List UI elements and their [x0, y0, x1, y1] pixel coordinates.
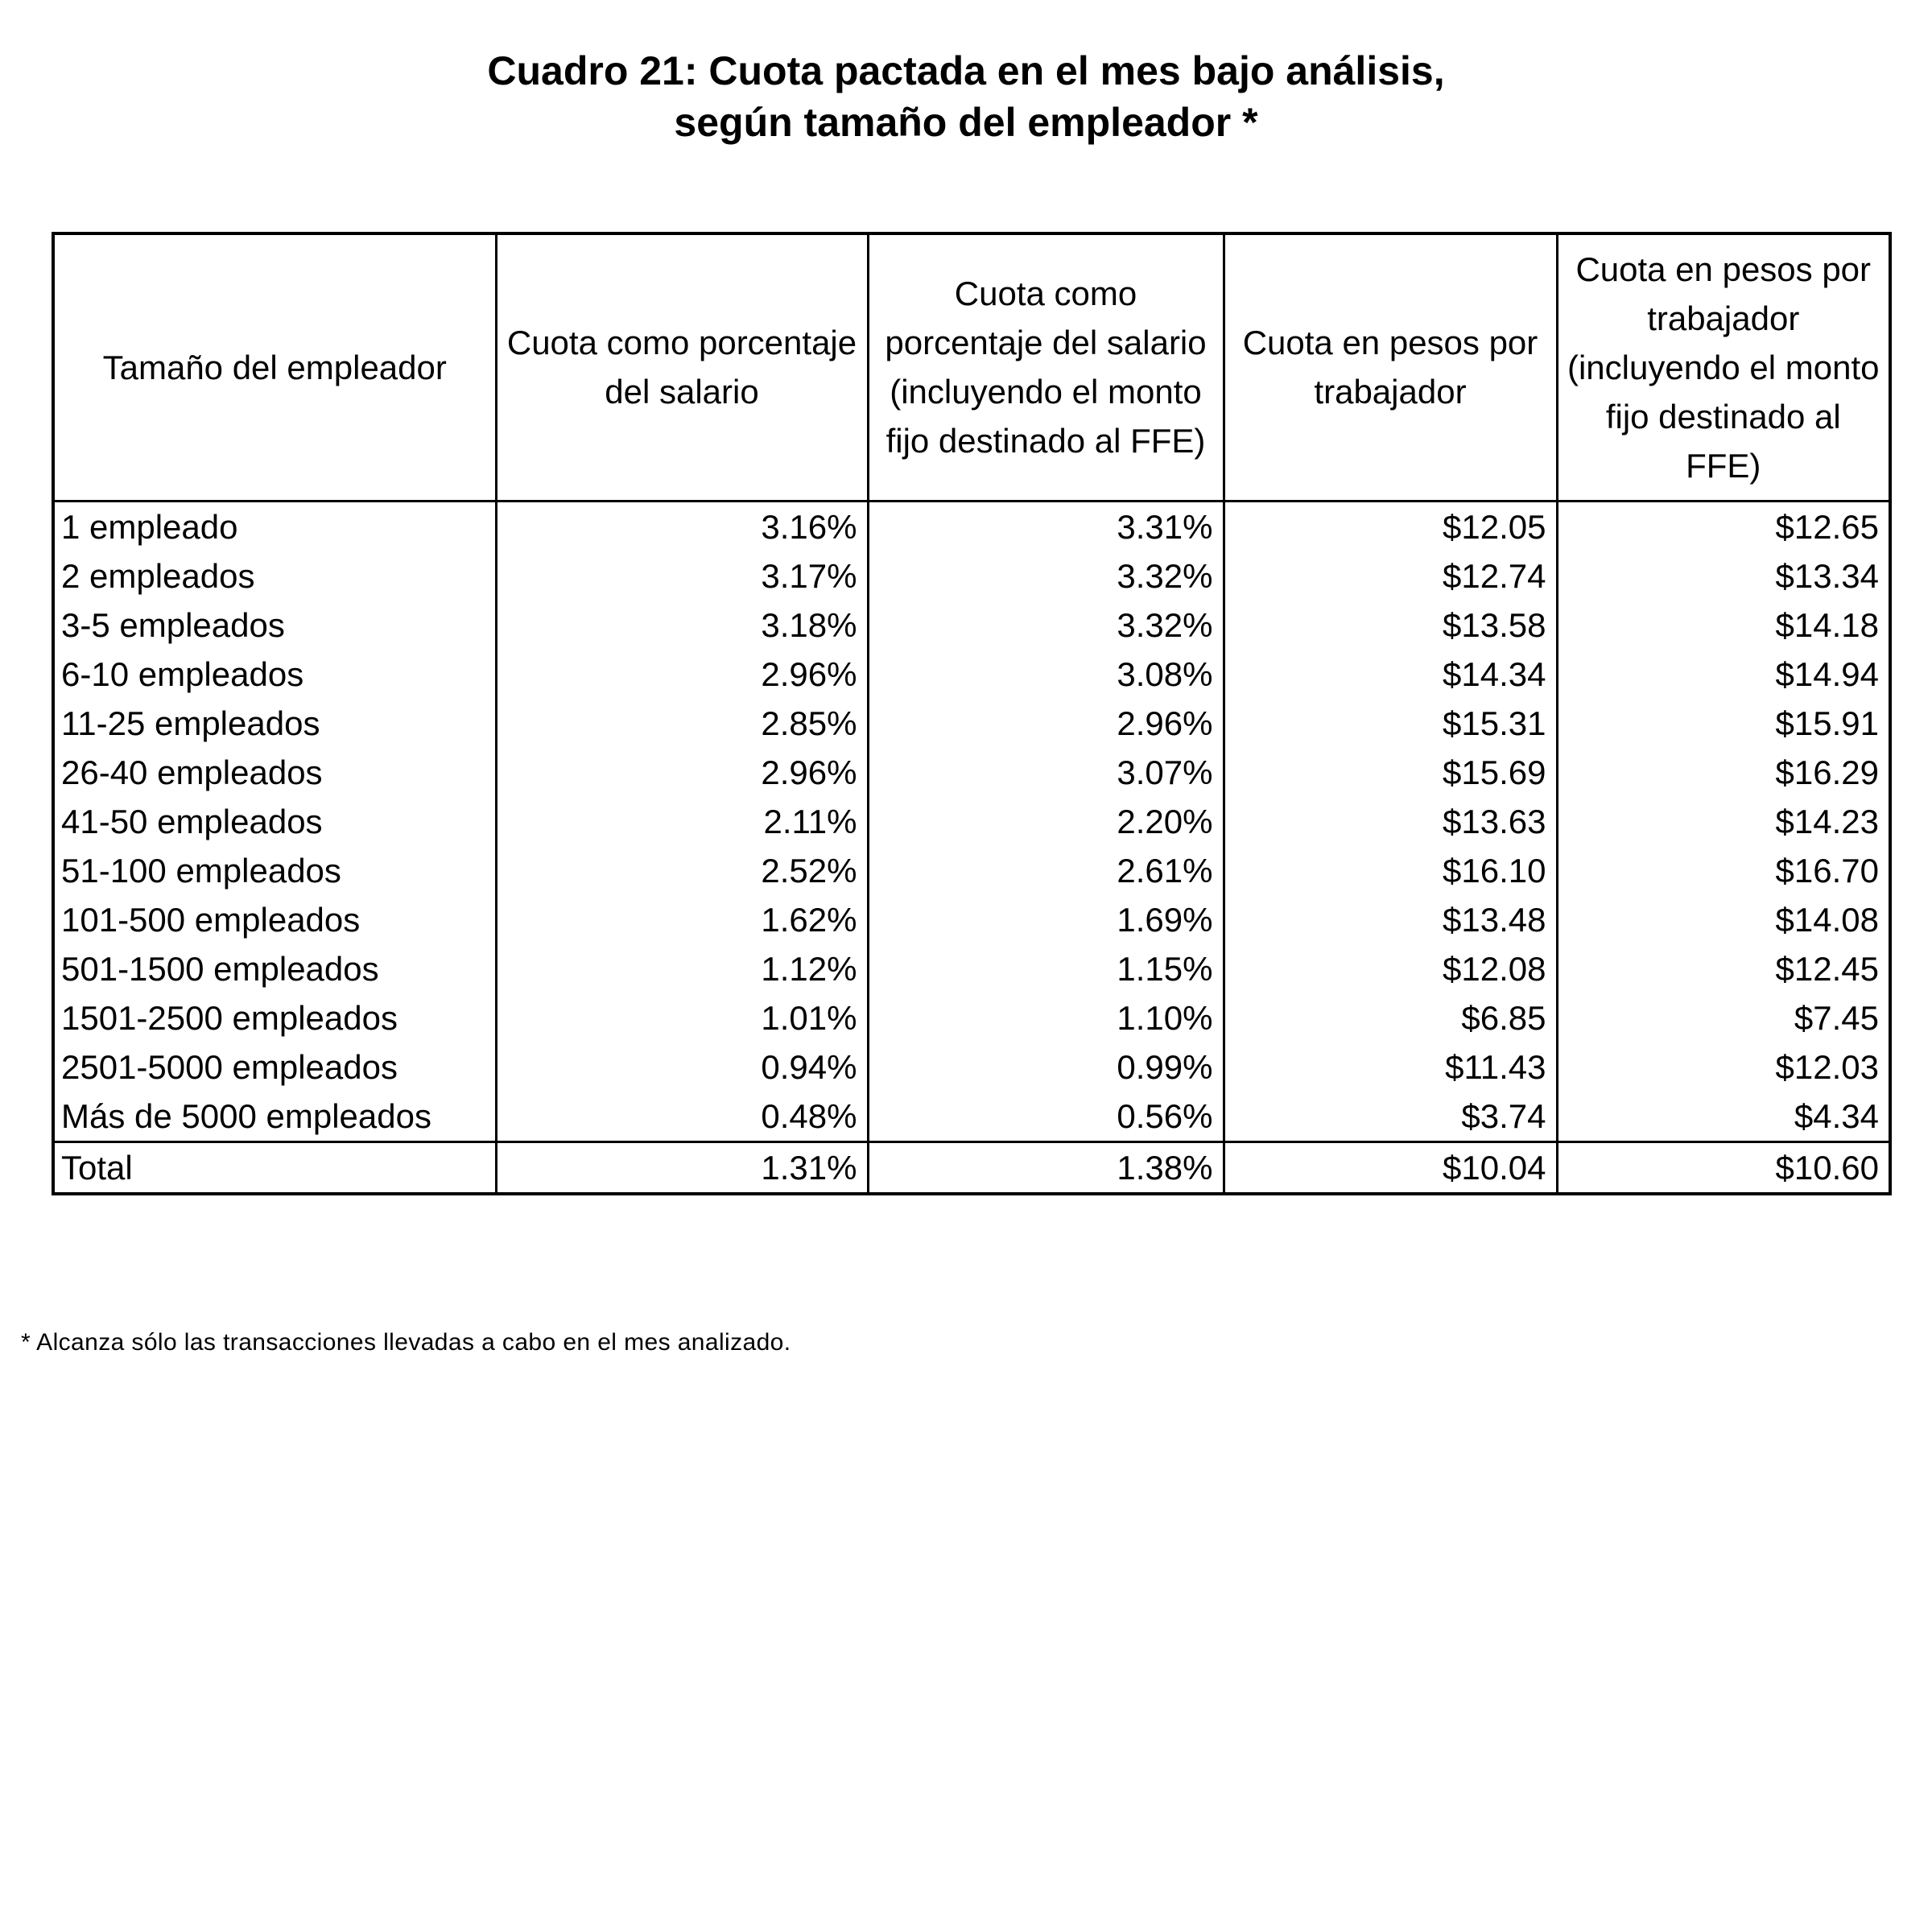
fee-pesos-cell: $15.69 — [1224, 748, 1557, 797]
fee-percent-cell: 2.96% — [496, 748, 868, 797]
header-fee-pesos-with-ffe: Cuota en pesos por trabajador (incluyendo el monto fijo destinado al FFE) — [1557, 233, 1890, 501]
fee-percent-cell: 1.12% — [496, 944, 868, 993]
employer-size-cell: 41-50 empleados — [53, 797, 496, 846]
fee-pesos-cell: $11.43 — [1224, 1042, 1557, 1092]
employer-size-cell: 101-500 empleados — [53, 895, 496, 944]
fee-percent-cell: 0.94% — [496, 1042, 868, 1092]
fee-pesos-ffe-cell: $16.70 — [1557, 846, 1890, 895]
fee-percent-ffe-cell: 0.56% — [868, 1092, 1224, 1142]
fee-percent-ffe-cell: 1.15% — [868, 944, 1224, 993]
header-fee-pesos: Cuota en pesos por trabajador — [1224, 233, 1557, 501]
table-header — [53, 233, 1890, 501]
fee-pesos-cell: $6.85 — [1224, 993, 1557, 1042]
fee-percent-ffe-cell: 3.32% — [868, 551, 1224, 601]
fee-pesos-cell: $3.74 — [1224, 1092, 1557, 1142]
table-row — [53, 1042, 1890, 1092]
fee-percent-cell: 0.48% — [496, 1092, 868, 1142]
fee-percent-cell: 3.18% — [496, 601, 868, 650]
employer-size-cell: 501-1500 empleados — [53, 944, 496, 993]
table-row — [53, 501, 1890, 551]
employer-size-cell: 1501-2500 empleados — [53, 993, 496, 1042]
employer-size-cell: Total — [53, 1141, 496, 1194]
employer-size-cell: 1 empleado — [53, 501, 496, 551]
header-fee-percent: Cuota como porcentaje del salario — [496, 233, 868, 501]
employer-size-cell: 3-5 empleados — [53, 601, 496, 650]
header-employer-size: Tamaño del empleador — [53, 233, 496, 501]
fee-percent-cell: 1.62% — [496, 895, 868, 944]
table-row — [53, 944, 1890, 993]
fee-pesos-cell: $16.10 — [1224, 846, 1557, 895]
fee-percent-ffe-cell: 3.32% — [868, 601, 1224, 650]
fee-pesos-ffe-cell: $4.34 — [1557, 1092, 1890, 1142]
fee-pesos-ffe-cell: $7.45 — [1557, 993, 1890, 1042]
fee-percent-ffe-cell: 0.99% — [868, 1042, 1224, 1092]
fee-pesos-ffe-cell: $10.60 — [1557, 1141, 1890, 1194]
fee-pesos-cell: $13.58 — [1224, 601, 1557, 650]
footnote: * Alcanza sólo las transacciones llevadas a cabo en el mes analizado. — [21, 1329, 791, 1356]
fee-percent-cell: 2.85% — [496, 699, 868, 748]
header-row — [53, 233, 1890, 501]
fee-pesos-cell: $13.63 — [1224, 797, 1557, 846]
fee-pesos-cell: $13.48 — [1224, 895, 1557, 944]
fee-percent-cell: 2.52% — [496, 846, 868, 895]
table-row — [53, 797, 1890, 846]
fee-pesos-ffe-cell: $14.23 — [1557, 797, 1890, 846]
fee-percent-ffe-cell: 3.08% — [868, 650, 1224, 699]
fee-pesos-cell: $10.04 — [1224, 1141, 1557, 1194]
employer-size-cell: 51-100 empleados — [53, 846, 496, 895]
fee-percent-cell: 1.31% — [496, 1141, 868, 1194]
fee-pesos-ffe-cell: $12.03 — [1557, 1042, 1890, 1092]
fee-percent-cell: 3.17% — [496, 551, 868, 601]
fee-pesos-ffe-cell: $12.65 — [1557, 501, 1890, 551]
fee-pesos-ffe-cell: $14.08 — [1557, 895, 1890, 944]
employer-size-cell: 11-25 empleados — [53, 699, 496, 748]
fee-pesos-cell: $14.34 — [1224, 650, 1557, 699]
total-row — [53, 1141, 1890, 1194]
page-title — [0, 45, 1932, 148]
fee-percent-ffe-cell: 2.96% — [868, 699, 1224, 748]
fee-pesos-cell: $12.74 — [1224, 551, 1557, 601]
table-row — [53, 650, 1890, 699]
fee-table — [52, 232, 1892, 1195]
table-row — [53, 895, 1890, 944]
fee-percent-ffe-cell: 1.38% — [868, 1141, 1224, 1194]
fee-pesos-cell: $15.31 — [1224, 699, 1557, 748]
fee-percent-cell: 1.01% — [496, 993, 868, 1042]
fee-pesos-ffe-cell: $16.29 — [1557, 748, 1890, 797]
title-line-2: según tamaño del empleador * — [674, 100, 1258, 145]
table-row — [53, 1092, 1890, 1142]
fee-percent-cell: 2.96% — [496, 650, 868, 699]
title-line-1: Cuadro 21: Cuota pactada en el mes bajo análisis, — [487, 48, 1445, 93]
employer-size-cell: 26-40 empleados — [53, 748, 496, 797]
fee-percent-ffe-cell: 2.61% — [868, 846, 1224, 895]
table-row — [53, 601, 1890, 650]
fee-percent-ffe-cell: 1.10% — [868, 993, 1224, 1042]
table-row — [53, 699, 1890, 748]
fee-pesos-ffe-cell: $14.18 — [1557, 601, 1890, 650]
fee-pesos-ffe-cell: $14.94 — [1557, 650, 1890, 699]
table-row — [53, 748, 1890, 797]
fee-percent-ffe-cell: 1.69% — [868, 895, 1224, 944]
employer-size-cell: Más de 5000 empleados — [53, 1092, 496, 1142]
fee-pesos-cell: $12.08 — [1224, 944, 1557, 993]
fee-percent-cell: 3.16% — [496, 501, 868, 551]
header-fee-percent-with-ffe: Cuota como porcentaje del salario (incluyendo el monto fijo destinado al FFE) — [868, 233, 1224, 501]
fee-percent-ffe-cell: 3.31% — [868, 501, 1224, 551]
fee-pesos-ffe-cell: $13.34 — [1557, 551, 1890, 601]
employer-size-cell: 2 empleados — [53, 551, 496, 601]
table-row — [53, 993, 1890, 1042]
fee-percent-ffe-cell: 3.07% — [868, 748, 1224, 797]
fee-percent-ffe-cell: 2.20% — [868, 797, 1224, 846]
employer-size-cell: 2501-5000 empleados — [53, 1042, 496, 1092]
table-body — [53, 501, 1890, 1194]
table-row — [53, 846, 1890, 895]
fee-pesos-ffe-cell: $12.45 — [1557, 944, 1890, 993]
fee-pesos-ffe-cell: $15.91 — [1557, 699, 1890, 748]
employer-size-cell: 6-10 empleados — [53, 650, 496, 699]
fee-percent-cell: 2.11% — [496, 797, 868, 846]
fee-pesos-cell: $12.05 — [1224, 501, 1557, 551]
table-row — [53, 551, 1890, 601]
